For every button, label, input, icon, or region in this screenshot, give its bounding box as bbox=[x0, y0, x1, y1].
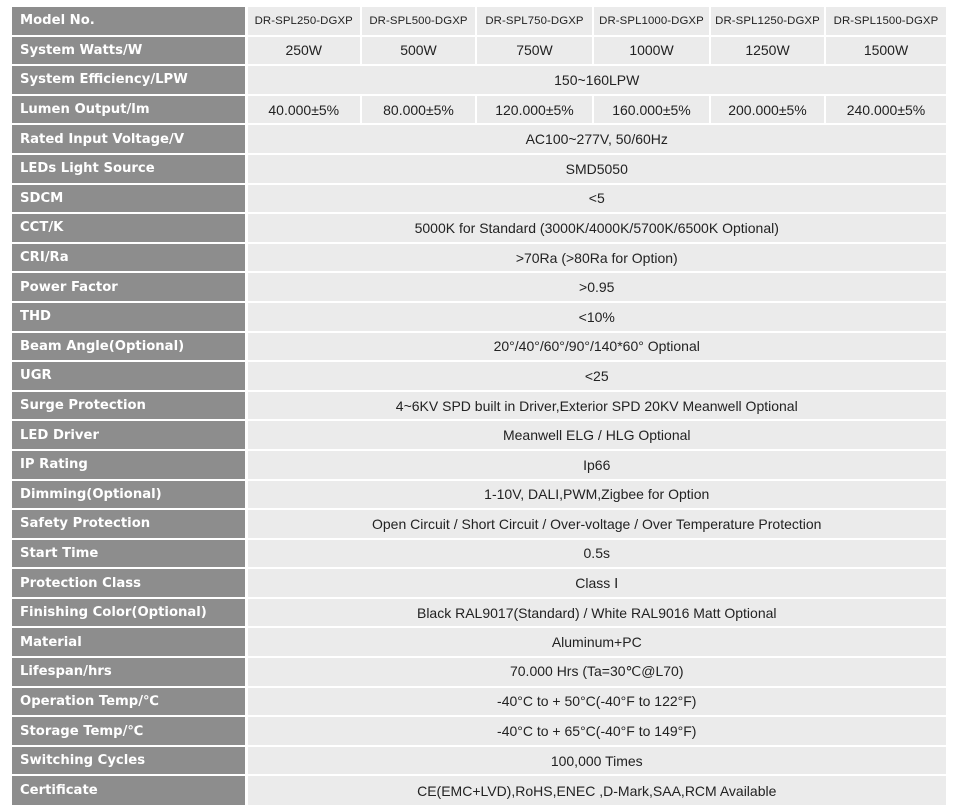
spec-rows bbox=[12, 124, 946, 805]
row-label: Storage Temp/℃ bbox=[12, 716, 246, 746]
table-row-system-watts bbox=[12, 36, 946, 66]
table-row bbox=[12, 184, 946, 214]
table-row bbox=[12, 509, 946, 539]
spec-table bbox=[12, 5, 946, 805]
row-value: 4~6KV SPD built in Driver,Exterior SPD 20KV Meanwell Optional bbox=[246, 391, 946, 421]
model-name: DR-SPL1250-DGXP bbox=[710, 6, 825, 36]
table-row bbox=[12, 746, 946, 776]
model-name: DR-SPL1000-DGXP bbox=[593, 6, 710, 36]
row-label: CRI/Ra bbox=[12, 243, 246, 273]
table-row bbox=[12, 687, 946, 717]
row-value: -40°C to + 65°C(-40°F to 149°F) bbox=[246, 716, 946, 746]
row-label: IP Rating bbox=[12, 450, 246, 480]
table-row bbox=[12, 657, 946, 687]
watts-value: 750W bbox=[476, 36, 593, 66]
table-row bbox=[12, 302, 946, 332]
table-row bbox=[12, 450, 946, 480]
row-value: <10% bbox=[246, 302, 946, 332]
model-name: DR-SPL500-DGXP bbox=[361, 6, 476, 36]
row-value: 70.000 Hrs (Ta=30℃@L70) bbox=[246, 657, 946, 687]
table-row bbox=[12, 716, 946, 746]
watts-value: 250W bbox=[246, 36, 361, 66]
row-label: Rated Input Voltage/V bbox=[12, 124, 246, 154]
row-value: >0.95 bbox=[246, 272, 946, 302]
model-name: DR-SPL250-DGXP bbox=[246, 6, 361, 36]
table-row bbox=[12, 775, 946, 805]
row-label: Operation Temp/℃ bbox=[12, 687, 246, 717]
lumen-value: 80.000±5% bbox=[361, 95, 476, 125]
watts-value: 1250W bbox=[710, 36, 825, 66]
lumen-value: 240.000±5% bbox=[825, 95, 946, 125]
row-label: Power Factor bbox=[12, 272, 246, 302]
row-label: Material bbox=[12, 627, 246, 657]
row-label: System Watts/W bbox=[12, 36, 246, 66]
row-label: Model No. bbox=[12, 6, 246, 36]
row-label: Switching Cycles bbox=[12, 746, 246, 776]
model-name: DR-SPL1500-DGXP bbox=[825, 6, 946, 36]
lumen-value: 200.000±5% bbox=[710, 95, 825, 125]
lumen-value: 120.000±5% bbox=[476, 95, 593, 125]
row-value: Meanwell ELG / HLG Optional bbox=[246, 420, 946, 450]
row-value: Black RAL9017(Standard) / White RAL9016 Matt Optional bbox=[246, 598, 946, 628]
lumen-value: 160.000±5% bbox=[593, 95, 710, 125]
row-value: 100,000 Times bbox=[246, 746, 946, 776]
table-row-lumen-output bbox=[12, 95, 946, 125]
row-label: Finishing Color(Optional) bbox=[12, 598, 246, 628]
table-row bbox=[12, 391, 946, 421]
row-label: Lumen Output/lm bbox=[12, 95, 246, 125]
row-value: -40°C to + 50°C(-40°F to 122°F) bbox=[246, 687, 946, 717]
row-label: Safety Protection bbox=[12, 509, 246, 539]
watts-value: 1000W bbox=[593, 36, 710, 66]
row-value: Class Ⅰ bbox=[246, 568, 946, 598]
table-row-model-no bbox=[12, 6, 946, 36]
row-value: Aluminum+PC bbox=[246, 627, 946, 657]
row-label: Beam Angle(Optional) bbox=[12, 332, 246, 362]
row-value: 0.5s bbox=[246, 539, 946, 569]
row-label: Dimming(Optional) bbox=[12, 480, 246, 510]
watts-value: 500W bbox=[361, 36, 476, 66]
row-value: 150~160LPW bbox=[246, 65, 946, 95]
table-row bbox=[12, 568, 946, 598]
row-value: 20°/40°/60°/90°/140*60° Optional bbox=[246, 332, 946, 362]
row-label: Lifespan/hrs bbox=[12, 657, 246, 687]
watts-value: 1500W bbox=[825, 36, 946, 66]
row-value: Open Circuit / Short Circuit / Over-voltage / Over Temperature Protection bbox=[246, 509, 946, 539]
row-value: 5000K for Standard (3000K/4000K/5700K/6500K Optional) bbox=[246, 213, 946, 243]
row-label: System Efficiency/LPW bbox=[12, 65, 246, 95]
table-row bbox=[12, 213, 946, 243]
row-value: >70Ra (>80Ra for Option) bbox=[246, 243, 946, 273]
row-label: Certificate bbox=[12, 775, 246, 805]
table-row bbox=[12, 539, 946, 569]
row-label: SDCM bbox=[12, 184, 246, 214]
row-label: LED Driver bbox=[12, 420, 246, 450]
table-row bbox=[12, 598, 946, 628]
row-value: 1-10V, DALI,PWM,Zigbee for Option bbox=[246, 480, 946, 510]
row-value: CE(EMC+LVD),RoHS,ENEC ,D-Mark,SAA,RCM Available bbox=[246, 775, 946, 805]
table-row bbox=[12, 332, 946, 362]
table-row bbox=[12, 361, 946, 391]
table-row bbox=[12, 154, 946, 184]
row-value: <5 bbox=[246, 184, 946, 214]
table-row-system-efficiency bbox=[12, 65, 946, 95]
row-label: Protection Class bbox=[12, 568, 246, 598]
row-value: <25 bbox=[246, 361, 946, 391]
row-label: UGR bbox=[12, 361, 246, 391]
table-row bbox=[12, 420, 946, 450]
row-value: AC100~277V, 50/60Hz bbox=[246, 124, 946, 154]
row-label: THD bbox=[12, 302, 246, 332]
lumen-value: 40.000±5% bbox=[246, 95, 361, 125]
row-value: Ip66 bbox=[246, 450, 946, 480]
table-row bbox=[12, 272, 946, 302]
table-row bbox=[12, 124, 946, 154]
table-row bbox=[12, 243, 946, 273]
table-row bbox=[12, 627, 946, 657]
model-name: DR-SPL750-DGXP bbox=[476, 6, 593, 36]
row-label: Surge Protection bbox=[12, 391, 246, 421]
row-label: LEDs Light Source bbox=[12, 154, 246, 184]
row-label: Start Time bbox=[12, 539, 246, 569]
row-label: CCT/K bbox=[12, 213, 246, 243]
row-value: SMD5050 bbox=[246, 154, 946, 184]
table-row bbox=[12, 480, 946, 510]
